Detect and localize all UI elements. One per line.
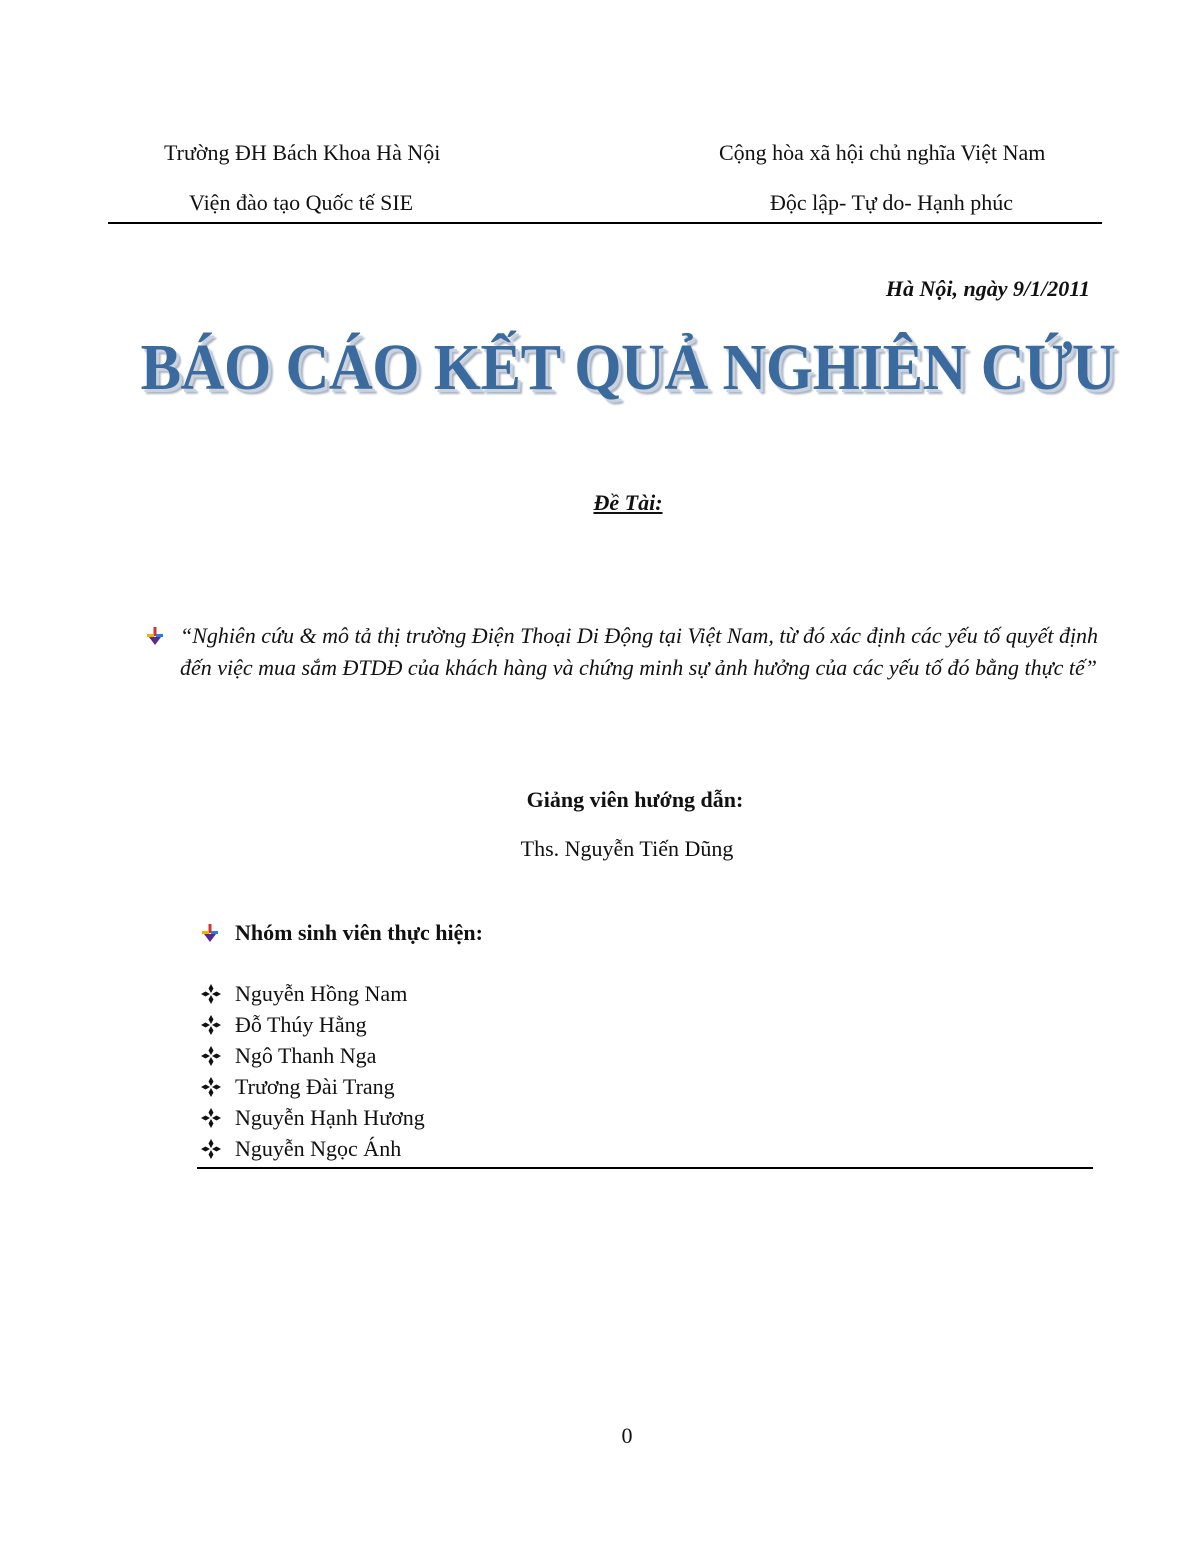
place-date: Hà Nội, ngày 9/1/2011 xyxy=(885,276,1090,301)
list-item xyxy=(200,978,425,1009)
member-name: Ngô Thanh Nga xyxy=(235,1043,377,1068)
four-diamond-bullet-icon xyxy=(200,1076,222,1098)
institute-name: Viện đào tạo Quốc tế SIE xyxy=(189,190,414,215)
list-item xyxy=(200,1009,425,1040)
page-number: 0 xyxy=(621,1423,633,1448)
advisor-name: Ths. Nguyễn Tiến Dũng xyxy=(520,836,734,861)
arrow-down-bullet-icon xyxy=(200,923,220,943)
group-label: Nhóm sinh viên thực hiện: xyxy=(235,920,483,945)
four-diamond-bullet-icon xyxy=(200,1107,222,1129)
four-diamond-bullet-icon xyxy=(200,1045,222,1067)
four-diamond-bullet-icon xyxy=(200,1138,222,1160)
member-name: Đỗ Thúy Hằng xyxy=(235,1012,367,1037)
school-name: Trường ĐH Bách Khoa Hà Nội xyxy=(164,140,441,165)
member-name: Nguyễn Hạnh Hương xyxy=(235,1105,425,1130)
member-name: Nguyễn Hồng Nam xyxy=(235,981,408,1006)
member-name: Trương Đài Trang xyxy=(235,1074,395,1099)
header-divider xyxy=(108,222,1102,224)
list-item xyxy=(200,1040,425,1071)
arrow-down-bullet-icon xyxy=(145,626,165,646)
list-item xyxy=(200,1071,425,1102)
national-motto: Độc lập- Tự do- Hạnh phúc xyxy=(770,190,1014,215)
republic-name: Cộng hòa xã hội chủ nghĩa Việt Nam xyxy=(719,140,1046,165)
report-title: BÁO CÁO KẾT QUẢ NGHIÊN CỨU xyxy=(140,331,1116,404)
topic-text: “Nghiên cứu & mô tả thị trường Điện Thoại Di Động tại Việt Nam, từ đó xác định các yếu tố quyết định đến việc mua sắm ĐTDĐ của khách hàng và chứng minh sự ảnh hưởng của các yếu tố đó bằng thực tế” xyxy=(180,623,1099,680)
advisor-label: Giảng viên hướng dẫn: xyxy=(526,787,744,812)
members-divider xyxy=(197,1167,1093,1169)
topic-label: Đề Tài: xyxy=(593,490,663,515)
four-diamond-bullet-icon xyxy=(200,983,222,1005)
list-item xyxy=(200,1102,425,1133)
list-item xyxy=(200,1133,425,1164)
member-list xyxy=(200,978,425,1164)
four-diamond-bullet-icon xyxy=(200,1014,222,1036)
member-name: Nguyễn Ngọc Ánh xyxy=(235,1136,402,1161)
